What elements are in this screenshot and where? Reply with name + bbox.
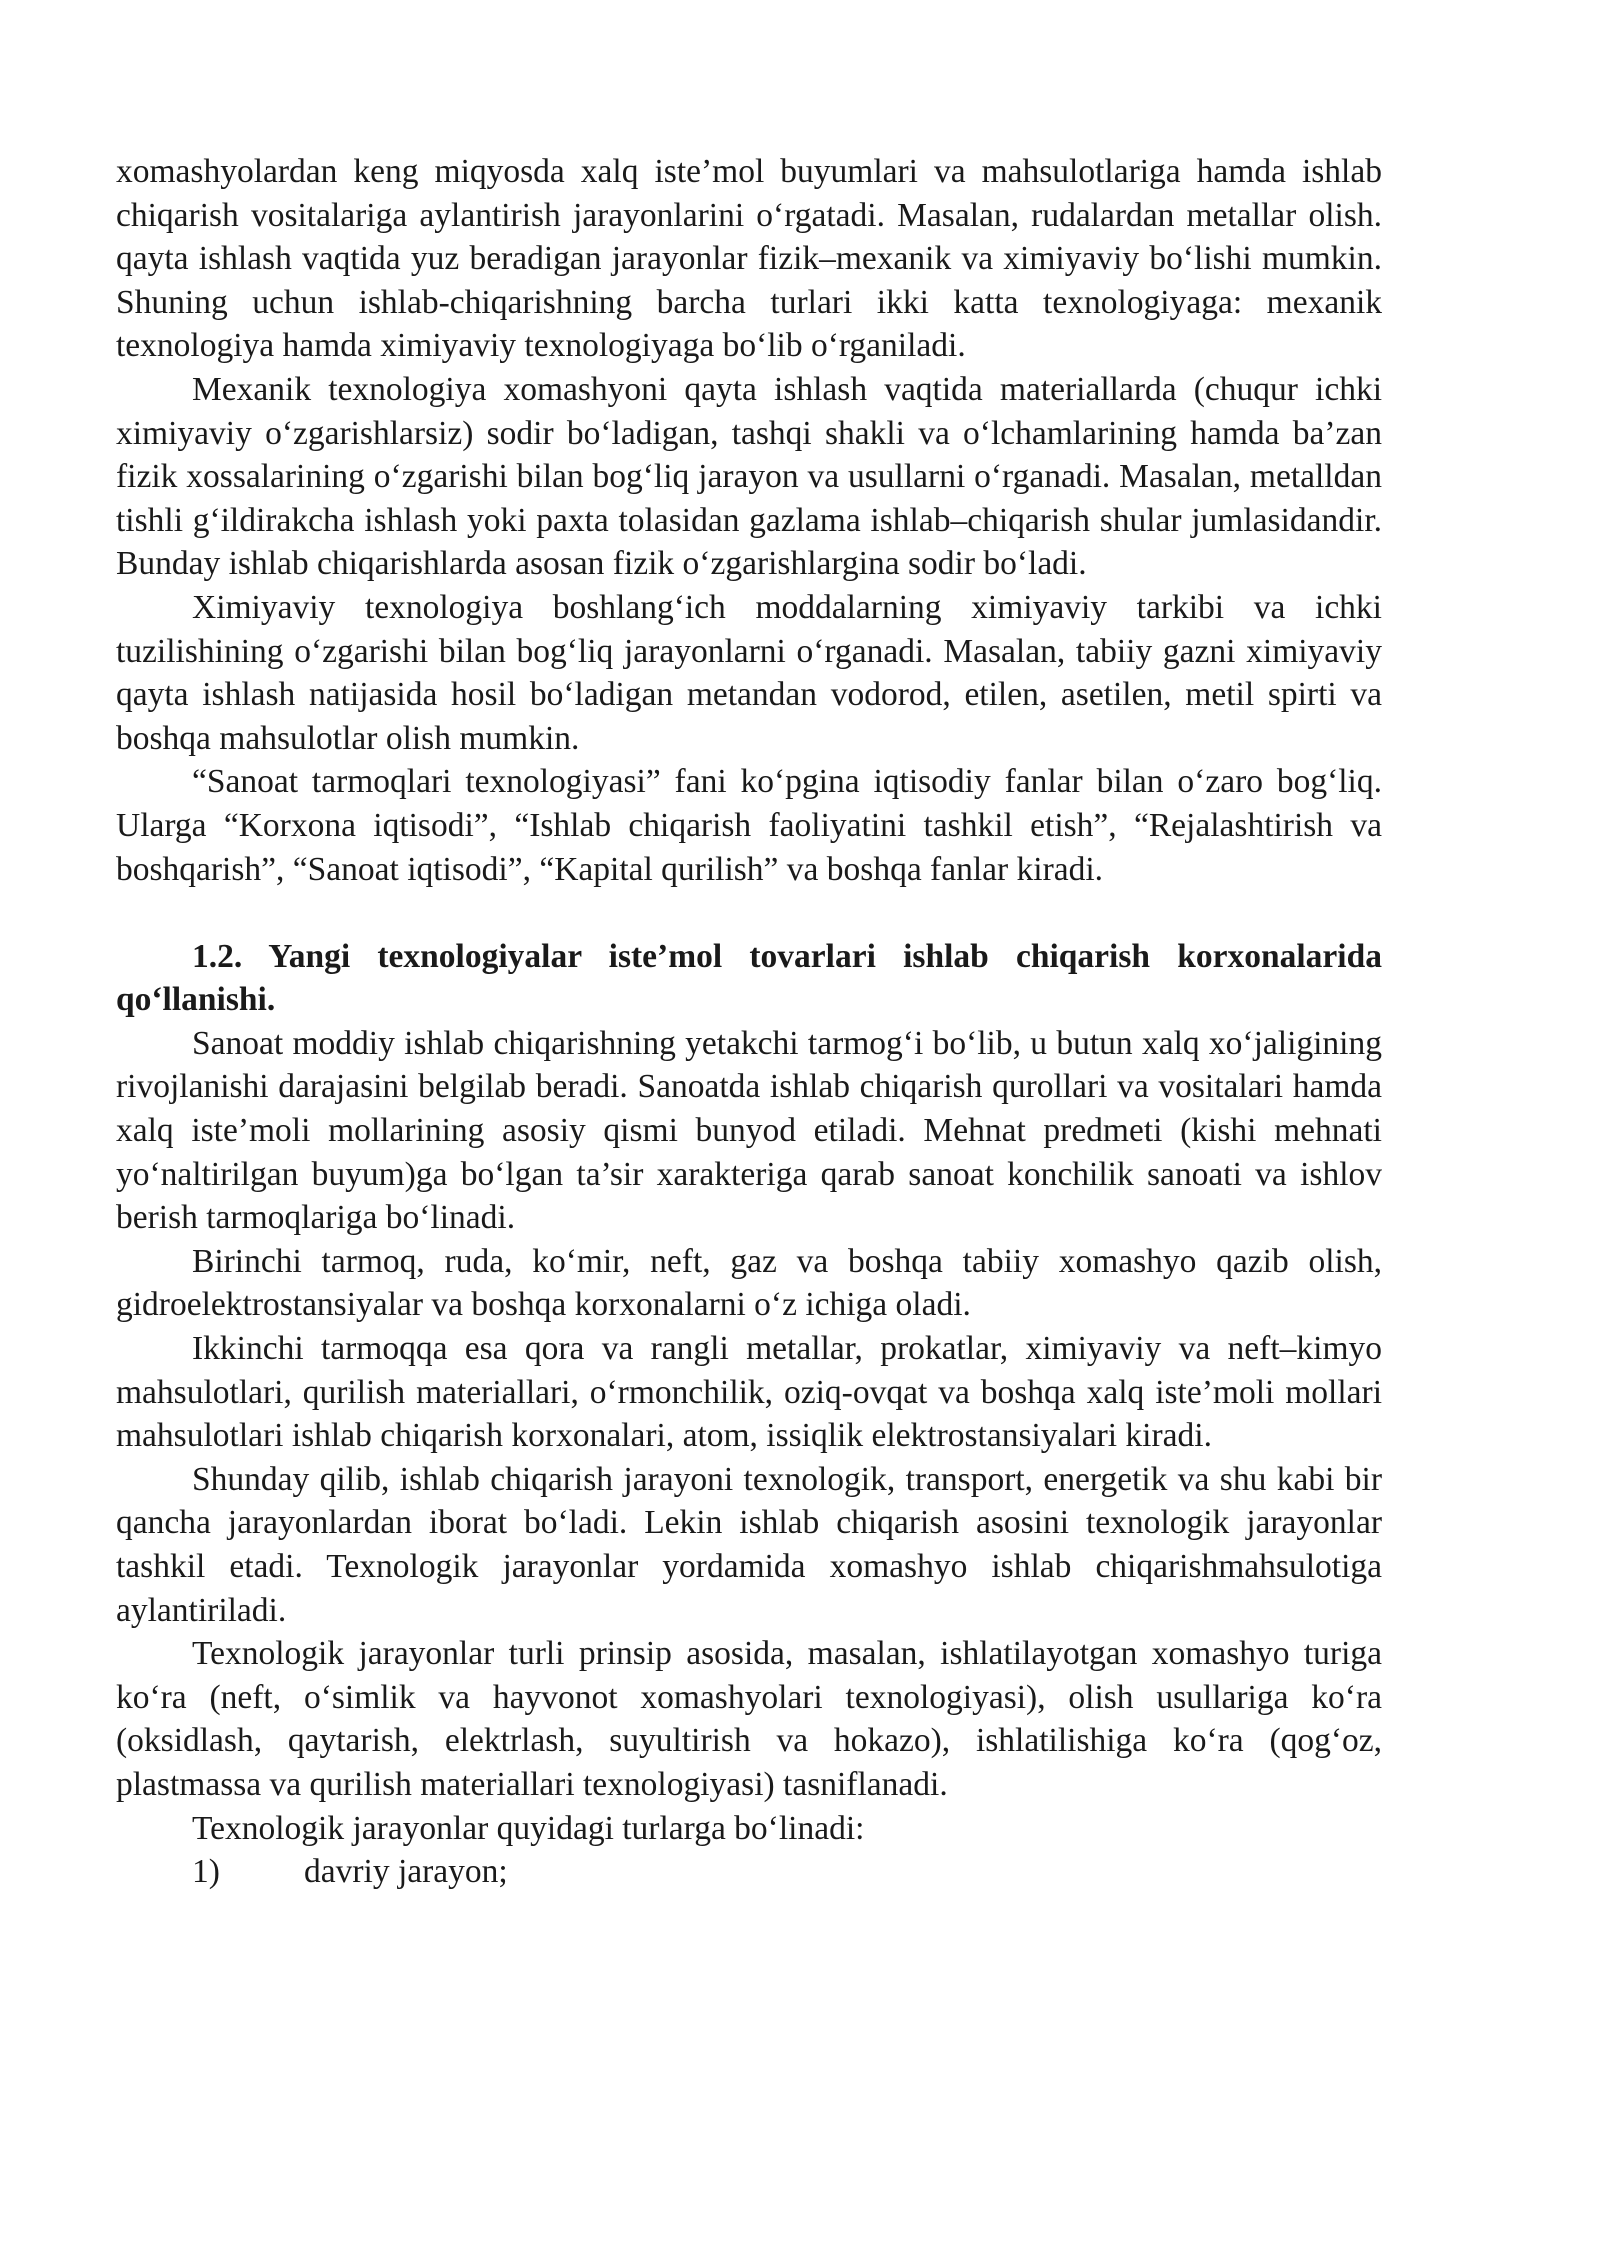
paragraph-related-subjects: “Sanoat tarmoqlari texnologiyasi” fani ko‘pgina iqtisodiy fanlar bilan o‘zaro bog‘liq. Ularga “Korxona iqtisodi”, “Ishlab chiqarish faoliyatini tashkil etish”, “Rejalashtirish va boshqarish”, “Sanoat iqtisodi”, “Kapital qurilish” va boshqa fanlar kiradi. [116, 763, 1382, 888]
paragraph-classification: Texnologik jarayonlar turli prinsip asosida, masalan, ishlatilayotgan xomashyo turiga ko‘ra (neft, o‘simlik va hayvonot xomashyolari texnologiyasi), olish usullariga ko‘ra (oksidlash, qaytarish, elektrlash, suyultirish va hokazo), ishlatilishiga ko‘ra (qog‘oz, plastmassa va qurilish materiallari texnologiyasi) tasniflanadi. [116, 1635, 1382, 1803]
list-item [116, 1850, 1382, 1894]
paragraph-continuation: xomashyolardan keng miqyosda xalq iste’mol buyumlari va mahsulotlariga hamda ishlab chiqarish vositalariga aylantirish jarayonlarini o‘rgatadi. Masalan, rudalardan metallar olish. qayta ishlash vaqtida yuz beradigan jarayonlar fizik–mexanik va ximiyaviy bo‘lishi mumkin. Shuning uchun ishlab-chiqarishning barcha turlari ikki katta texnologiyaga: mexanik texnologiya hamda ximiyaviy texnologiyaga bo‘lib o‘rganiladi. [116, 153, 1382, 365]
paragraph-chemical-technology: Ximiyaviy texnologiya boshlang‘ich moddalarning ximiyaviy tarkibi va ichki tuzilishining o‘zgarishi bilan bog‘liq jarayonlarni o‘rganadi. Masalan, tabiiy gazni ximiyaviy qayta ishlash natijasida hosil bo‘ladigan metandan vodorod, etilen, asetilen, metil spirti va boshqa mahsulotlar olish mumkin. [116, 588, 1382, 757]
paragraph-first-branch: Birinchi tarmoq, ruda, ko‘mir, neft, gaz va boshqa tabiiy xomashyo qazib olish, gidroelektrostansiyalar va boshqa korxonalarni o‘z ichiga oladi. [116, 1242, 1382, 1324]
paragraph-industry: Sanoat moddiy ishlab chiqarishning yetakchi tarmog‘i bo‘lib, u butun xalq xo‘jaligining rivojlanishi darajasini belgilab beradi. Sanoatda ishlab chiqarish qurollari va vositalari hamda xalq iste’moli mollarining asosiy qismi bunyod etiladi. Mehnat predmeti (kishi mehnati yo‘naltirilgan buyum)ga bo‘lgan ta’sir xarakteriga qarab sanoat konchilik sanoati va ishlov berish tarmoqlariga bo‘linadi. [116, 1024, 1382, 1237]
list-item-number: 1) [192, 1853, 220, 1891]
section-heading: 1.2. Yangi texnologiyalar iste’mol tovarlari ishlab chiqarish korxonalarida qo‘llanishi. [116, 937, 1382, 1019]
paragraph-mechanical-technology: Mexanik texnologiya xomashyoni qayta ishlash vaqtida materiallarda (chuqur ichki ximiyaviy o‘zgarishlarsiz) sodir bo‘ladigan, tashqi shakli va o‘lchamlarining hamda ba’zan fizik xossalarining o‘zgarishi bilan bog‘liq jarayon va usullarni o‘rganadi. Masalan, metalldan tishli g‘ildirakcha ishlash yoki paxta tolasidan gazlama ishlab–chiqarish shular jumlasidandir. Bunday ishlab chiqarishlarda asosan fizik o‘zgarishlargina sodir bo‘ladi. [116, 370, 1382, 583]
list-item-text: davriy jarayon; [304, 1853, 508, 1891]
document-page [116, 150, 1382, 1894]
paragraph-production-process: Shunday qilib, ishlab chiqarish jarayoni texnologik, transport, energetik va shu kabi bir qancha jarayonlardan iborat bo‘ladi. Lekin ishlab chiqarish asosini texnologik jarayonlar tashkil etadi. Texnologik jarayonlar yordamida xomashyo ishlab chiqarishmahsulotiga aylantiriladi. [116, 1460, 1382, 1629]
paragraph-process-types-intro: Texnologik jarayonlar quyidagi turlarga bo‘linadi: [192, 1809, 865, 1847]
paragraph-second-branch: Ikkinchi tarmoqqa esa qora va rangli metallar, prokatlar, ximiyaviy va neft–kimyo mahsulotlari, qurilish materiallari, o‘rmonchilik, oziq-ovqat va boshqa xalq iste’moli mollari mahsulotlari ishlab chiqarish korxonalari, atom, issiqlik elektrostansiyalari kiradi. [116, 1330, 1382, 1455]
